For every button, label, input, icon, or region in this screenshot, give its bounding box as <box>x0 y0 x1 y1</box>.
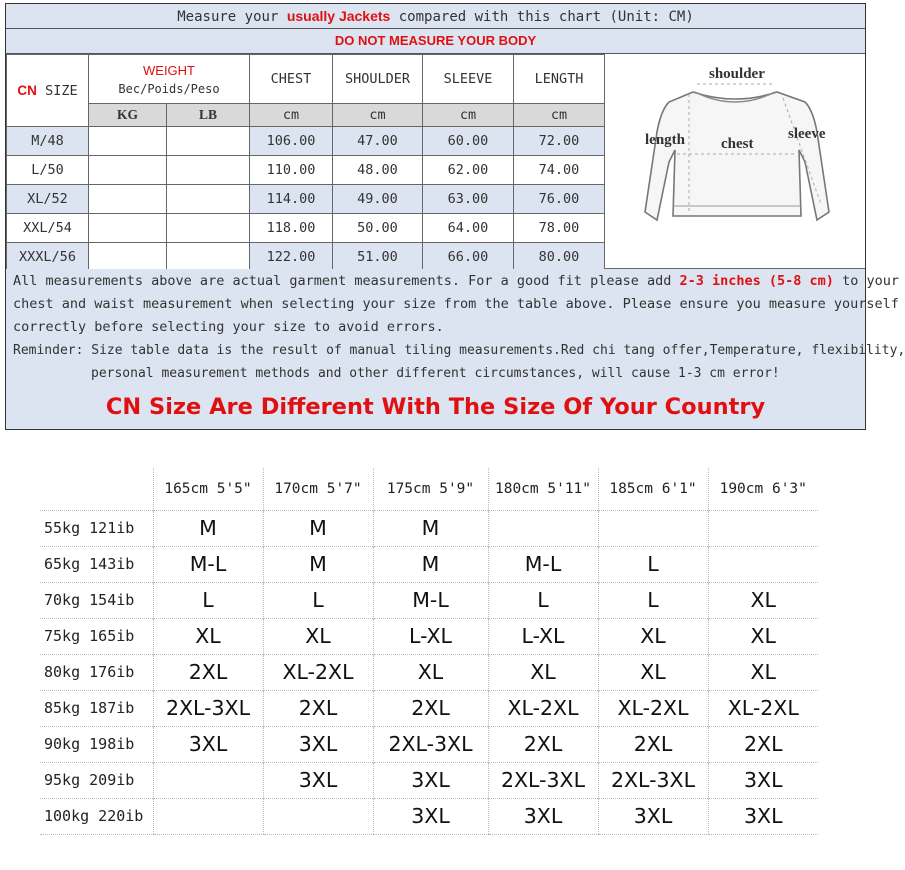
table-row <box>40 618 818 654</box>
lb-cell <box>167 127 250 156</box>
shoulder-cell: 49.00 <box>333 185 423 214</box>
note-line-3: correctly before selecting your size to avoid errors. <box>13 319 444 335</box>
size-cell: 2XL <box>153 654 263 690</box>
note-line-5: personal measurement methods and other different circumstances, will cause 1-3 cm error! <box>91 366 780 381</box>
shoulder-cell: 48.00 <box>333 156 423 185</box>
notes-section <box>6 269 905 429</box>
size-cell: 2XL-3XL <box>488 762 598 798</box>
table-row <box>7 127 701 156</box>
size-cell: L <box>263 582 373 618</box>
size-cell <box>153 798 263 834</box>
weight-label: 75kg 165ib <box>40 618 153 654</box>
length-header: LENGTH <box>514 55 605 104</box>
instruction-pre: Measure your <box>177 9 287 25</box>
length-cell: 76.00 <box>514 185 605 214</box>
unit-cell: cm <box>250 104 333 127</box>
size-cell: 2XL-3XL <box>153 690 263 726</box>
size-cell: XL-2XL <box>488 690 598 726</box>
size-cell: L <box>488 582 598 618</box>
size-cell: L/50 <box>7 156 89 185</box>
weight-header: WEIGHT Вес/Poids/Peso <box>89 55 250 104</box>
instruction-highlight: usually Jackets <box>286 8 391 24</box>
weight-label: 85kg 187ib <box>40 690 153 726</box>
shoulder-label: shoulder <box>709 66 765 82</box>
table-row <box>7 185 701 214</box>
sleeve-label: sleeve <box>788 126 826 142</box>
size-cell: 3XL <box>373 798 488 834</box>
recommendation-table <box>40 468 818 835</box>
table-row <box>40 798 818 834</box>
size-cell: 3XL <box>263 726 373 762</box>
chest-cell: 122.00 <box>250 243 333 272</box>
cn-size-header: CN SIZE <box>7 55 89 127</box>
table-row <box>7 156 701 185</box>
chest-cell: 110.00 <box>250 156 333 185</box>
size-cell: XL <box>373 654 488 690</box>
size-cell: M <box>373 546 488 582</box>
size-cell <box>598 510 708 546</box>
size-cell: XL <box>598 654 708 690</box>
weight-label: 100kg 220ib <box>40 798 153 834</box>
unit-cell: cm <box>333 104 423 127</box>
size-cell: 2XL <box>373 690 488 726</box>
table-row <box>40 510 818 546</box>
unit-cell: cm <box>514 104 605 127</box>
size-cell: XL <box>708 654 818 690</box>
size-chart-panel <box>5 3 905 430</box>
size-warning-banner: CN Size Are Different With The Size Of Your Country <box>105 394 766 420</box>
note-line-1: All measurements above are actual garment measurements. For a good fit please add 2-3 inches (5-8 cm) to your <box>13 273 899 289</box>
lb-cell <box>167 156 250 185</box>
shoulder-cell: 51.00 <box>333 243 423 272</box>
size-cell: XL <box>708 618 818 654</box>
weight-label: 80kg 176ib <box>40 654 153 690</box>
size-cell: XL <box>708 582 818 618</box>
table-row <box>7 243 701 272</box>
length-cell: 78.00 <box>514 214 605 243</box>
weight-label: 95kg 209ib <box>40 762 153 798</box>
size-cell: M <box>263 546 373 582</box>
table-row <box>40 582 818 618</box>
chest-cell: 106.00 <box>250 127 333 156</box>
kg-cell <box>89 127 167 156</box>
note-line-4: Reminder: Size table data is the result of manual tiling measurements.Red chi tang offer,Temperature, flexibility, <box>13 343 905 358</box>
size-cell: M/48 <box>7 127 89 156</box>
table-row <box>40 726 818 762</box>
sleeve-cell: 66.00 <box>423 243 514 272</box>
size-cell: XL-2XL <box>263 654 373 690</box>
size-cell: XXXL/56 <box>7 243 89 272</box>
chart-instruction <box>6 4 865 29</box>
garment-diagram <box>604 54 865 269</box>
size-cell: 3XL <box>153 726 263 762</box>
table-row <box>40 546 818 582</box>
chest-label: chest <box>721 136 754 152</box>
size-cell: 3XL <box>373 762 488 798</box>
table-row <box>7 214 701 243</box>
height-header: 190cm 6'3" <box>708 468 818 510</box>
sweater-illustration <box>605 54 866 269</box>
size-cell <box>488 510 598 546</box>
size-cell: XL-2XL <box>598 690 708 726</box>
size-cell <box>263 798 373 834</box>
height-header: 165cm 5'5" <box>153 468 263 510</box>
sleeve-cell: 63.00 <box>423 185 514 214</box>
length-cell: 72.00 <box>514 127 605 156</box>
size-cell: M <box>153 510 263 546</box>
weight-label: 70kg 154ib <box>40 582 153 618</box>
sleeve-cell: 62.00 <box>423 156 514 185</box>
size-cell: XL <box>488 654 598 690</box>
weight-label: 65kg 143ib <box>40 546 153 582</box>
kg-header: KG <box>89 104 167 127</box>
size-cell: 2XL <box>598 726 708 762</box>
size-cell <box>153 762 263 798</box>
lb-header: LB <box>167 104 250 127</box>
kg-cell <box>89 243 167 272</box>
height-header-row <box>40 468 818 510</box>
length-cell: 80.00 <box>514 243 605 272</box>
chest-cell: 118.00 <box>250 214 333 243</box>
size-cell: 2XL <box>263 690 373 726</box>
table-row <box>40 654 818 690</box>
size-cell: 3XL <box>708 798 818 834</box>
kg-cell <box>89 185 167 214</box>
size-cell: 2XL <box>708 726 818 762</box>
lb-cell <box>167 214 250 243</box>
height-header: 175cm 5'9" <box>373 468 488 510</box>
chest-header: CHEST <box>250 55 333 104</box>
note-line-2: chest and waist measurement when selecting your size from the table above. Please ensure you measure yourself <box>13 296 899 312</box>
size-cell: M-L <box>488 546 598 582</box>
kg-cell <box>89 214 167 243</box>
size-cell: 2XL-3XL <box>373 726 488 762</box>
size-cell: L <box>153 582 263 618</box>
sleeve-header: SLEEVE <box>423 55 514 104</box>
size-cell: XL <box>598 618 708 654</box>
size-cell: L-XL <box>373 618 488 654</box>
height-header: 180cm 5'11" <box>488 468 598 510</box>
size-cell: M <box>373 510 488 546</box>
size-cell: 2XL <box>488 726 598 762</box>
instruction-post: compared with this chart (Unit: CM) <box>390 9 694 25</box>
height-header: 185cm 6'1" <box>598 468 708 510</box>
size-cell: XL/52 <box>7 185 89 214</box>
lb-cell <box>167 243 250 272</box>
kg-cell <box>89 156 167 185</box>
size-table <box>6 54 701 272</box>
size-cell: XL <box>153 618 263 654</box>
unit-cell: cm <box>423 104 514 127</box>
size-cell: 3XL <box>488 798 598 834</box>
table-row <box>40 762 818 798</box>
size-cell <box>708 546 818 582</box>
size-cell: M-L <box>373 582 488 618</box>
sleeve-cell: 64.00 <box>423 214 514 243</box>
size-cell: L <box>598 582 708 618</box>
shoulder-cell: 50.00 <box>333 214 423 243</box>
size-cell: M <box>263 510 373 546</box>
size-cell: M-L <box>153 546 263 582</box>
chest-cell: 114.00 <box>250 185 333 214</box>
height-header: 170cm 5'7" <box>263 468 373 510</box>
weight-label: 55kg 121ib <box>40 510 153 546</box>
corner-cell <box>40 468 153 510</box>
size-cell: 2XL-3XL <box>598 762 708 798</box>
lb-cell <box>167 185 250 214</box>
length-label: length <box>645 132 686 148</box>
size-cell <box>708 510 818 546</box>
weight-label: 90kg 198ib <box>40 726 153 762</box>
shoulder-header: SHOULDER <box>333 55 423 104</box>
size-cell: XL-2XL <box>708 690 818 726</box>
size-cell: 3XL <box>708 762 818 798</box>
size-cell: L <box>598 546 708 582</box>
length-cell: 74.00 <box>514 156 605 185</box>
size-cell: XL <box>263 618 373 654</box>
shoulder-cell: 47.00 <box>333 127 423 156</box>
size-cell: L-XL <box>488 618 598 654</box>
warning-text: DO NOT MEASURE YOUR BODY <box>6 29 865 54</box>
size-cell: 3XL <box>263 762 373 798</box>
table-row <box>40 690 818 726</box>
sleeve-cell: 60.00 <box>423 127 514 156</box>
size-cell: XXL/54 <box>7 214 89 243</box>
size-cell: 3XL <box>598 798 708 834</box>
